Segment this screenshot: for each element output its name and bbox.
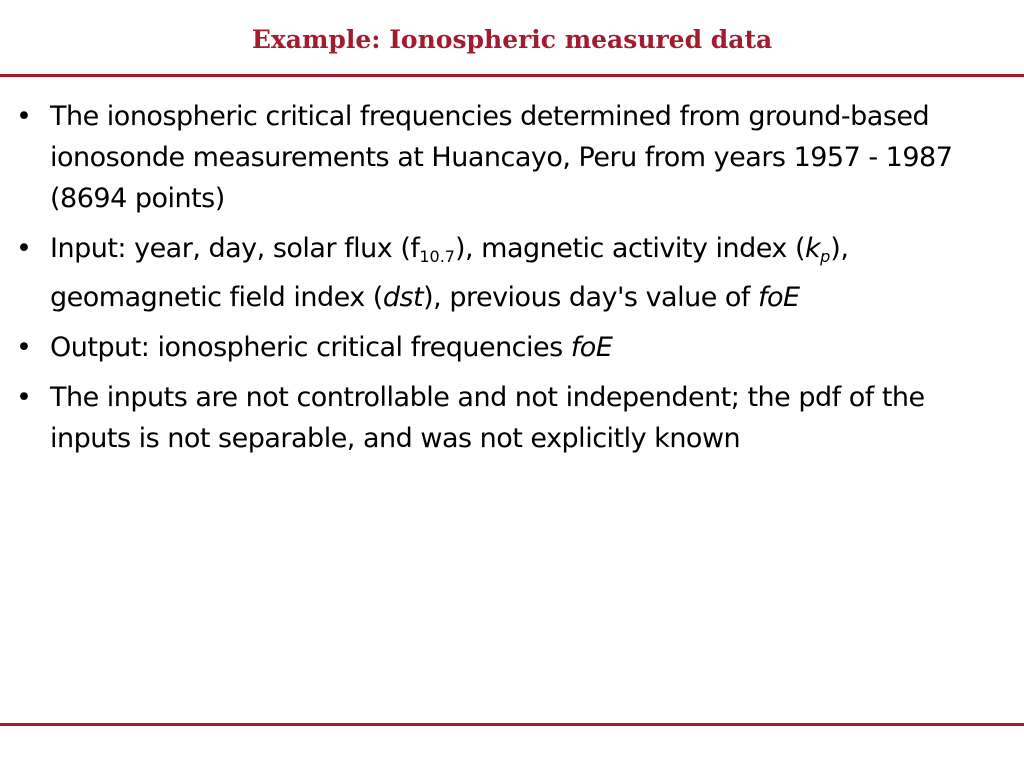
bullet-text-segment: Input: year, day, solar flux (f	[50, 233, 420, 264]
foe-symbol: foE	[570, 332, 613, 363]
slide-title: Example: Ionospheric measured data	[251, 25, 773, 54]
bullet-item-inputs-note	[0, 377, 1024, 459]
bullet-item-output	[0, 327, 1024, 368]
kp-symbol: k	[805, 233, 821, 264]
bullet-text-segment: Output: ionospheric critical frequencies	[50, 332, 571, 363]
bullet-list	[0, 96, 1024, 468]
foe-symbol: foE	[758, 282, 800, 313]
bullet-marker: •	[16, 332, 32, 363]
bullet-item-input	[0, 228, 1024, 318]
bullet-text-segment: ), geomagnetic field index (	[50, 233, 849, 313]
footer-divider	[0, 723, 1024, 726]
bullet-marker: •	[16, 233, 32, 264]
title-divider	[0, 74, 1024, 77]
bullet-text: The inputs are not controllable and not independent; the pdf of the inputs is not separable, and was not explicitly known	[50, 382, 925, 454]
bullet-text-segment: ), magnetic activity index (	[454, 233, 805, 264]
bullet-text: The ionospheric critical frequencies determined from ground-based ionosonde measurements at Huancayo, Peru from years 1957 - 1987 (8694 points)	[50, 101, 953, 214]
bullet-item-dataset	[0, 96, 1024, 219]
bullet-text-segment: ), previous day's value of	[423, 282, 759, 313]
bullet-marker: •	[16, 382, 32, 413]
bullet-marker: •	[16, 101, 32, 132]
kp-subscript: p	[820, 247, 831, 266]
flux-subscript: 10.7	[419, 247, 455, 266]
dst-symbol: dst	[382, 282, 424, 313]
